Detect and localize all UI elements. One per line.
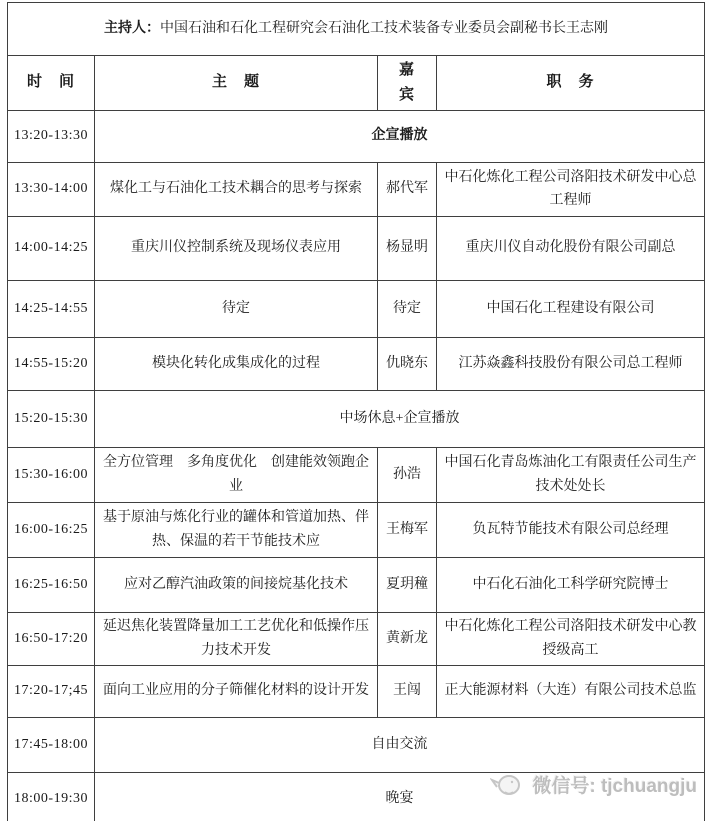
watermark-text: 微信号: tjchuangju xyxy=(532,775,697,797)
time-cell: 15:30-16:00 xyxy=(8,447,95,502)
agenda-table xyxy=(7,2,705,821)
title-cell: 中石化炼化工程公司洛阳技术研发中心总工程师 xyxy=(437,162,705,216)
table-row xyxy=(8,110,705,162)
table-row xyxy=(8,502,705,557)
column-header-title: 职 务 xyxy=(437,56,705,111)
guest-cell: 王梅军 xyxy=(378,502,437,557)
title-cell: 江苏焱鑫科技股份有限公司总工程师 xyxy=(437,337,705,390)
merged-activity-cell: 中场休息+企宣播放 xyxy=(95,390,705,447)
time-cell: 15:20-15:30 xyxy=(8,390,95,447)
time-cell: 16:50-17:20 xyxy=(8,612,95,665)
title-cell: 正大能源材料（大连）有限公司技术总监 xyxy=(437,665,705,717)
host-row xyxy=(8,3,705,56)
guest-cell: 杨显明 xyxy=(378,216,437,280)
topic-cell: 模块化转化成集成化的过程 xyxy=(95,337,378,390)
merged-activity-cell: 自由交流 xyxy=(95,717,705,772)
topic-cell: 重庆川仪控制系统及现场仪表应用 xyxy=(95,216,378,280)
guest-cell: 仇晓东 xyxy=(378,337,437,390)
table-row xyxy=(8,216,705,280)
title-cell: 重庆川仪自动化股份有限公司副总 xyxy=(437,216,705,280)
time-cell: 16:00-16:25 xyxy=(8,502,95,557)
topic-cell: 煤化工与石油化工技术耦合的思考与探索 xyxy=(95,162,378,216)
topic-cell: 延迟焦化装置降量加工工艺优化和低操作压力技术开发 xyxy=(95,612,378,665)
topic-cell: 全方位管理 多角度优化 创建能效领跑企业 xyxy=(95,447,378,502)
title-cell: 负瓦特节能技术有限公司总经理 xyxy=(437,502,705,557)
host-name: 中国石油和石化工程研究会石油化工技术装备专业委员会副秘书长王志刚 xyxy=(160,21,608,37)
table-row xyxy=(8,557,705,612)
column-header-time: 时 间 xyxy=(8,56,95,111)
guest-cell: 待定 xyxy=(378,280,437,337)
time-cell: 13:30-14:00 xyxy=(8,162,95,216)
table-row xyxy=(8,447,705,502)
time-cell: 13:20-13:30 xyxy=(8,110,95,162)
column-header-topic: 主 题 xyxy=(95,56,378,111)
host-label: 主持人： xyxy=(104,21,160,37)
topic-cell: 待定 xyxy=(95,280,378,337)
table-row xyxy=(8,612,705,665)
guest-cell: 黄新龙 xyxy=(378,612,437,665)
title-cell: 中国石化青岛炼油化工有限责任公司生产技术处处长 xyxy=(437,447,705,502)
topic-cell: 应对乙醇汽油政策的间接烷基化技术 xyxy=(95,557,378,612)
time-cell: 14:25-14:55 xyxy=(8,280,95,337)
topic-cell: 基于原油与炼化行业的罐体和管道加热、伴热、保温的若干节能技术应 xyxy=(95,502,378,557)
merged-activity-cell: 企宣播放 xyxy=(95,110,705,162)
time-cell: 17:20-17;45 xyxy=(8,665,95,717)
time-cell: 18:00-19:30 xyxy=(8,772,95,821)
table-row xyxy=(8,717,705,772)
header-row xyxy=(8,56,705,111)
time-cell: 17:45-18:00 xyxy=(8,717,95,772)
table-row xyxy=(8,390,705,447)
title-cell: 中石化炼化工程公司洛阳技术研发中心教授级高工 xyxy=(437,612,705,665)
table-row xyxy=(8,772,705,821)
title-cell: 中石化石油化工科学研究院博士 xyxy=(437,557,705,612)
merged-activity-cell: 晚宴 xyxy=(95,772,705,821)
title-cell: 中国石化工程建设有限公司 xyxy=(437,280,705,337)
table-row xyxy=(8,337,705,390)
host-cell xyxy=(8,3,705,56)
guest-cell: 孙浩 xyxy=(378,447,437,502)
guest-cell: 王闯 xyxy=(378,665,437,717)
column-header-guest: 嘉 宾 xyxy=(378,56,437,111)
guest-cell: 郝代军 xyxy=(378,162,437,216)
topic-cell: 面向工业应用的分子筛催化材料的设计开发 xyxy=(95,665,378,717)
table-row xyxy=(8,280,705,337)
time-cell: 14:00-14:25 xyxy=(8,216,95,280)
time-cell: 16:25-16:50 xyxy=(8,557,95,612)
time-cell: 14:55-15:20 xyxy=(8,337,95,390)
guest-cell: 夏玥穜 xyxy=(378,557,437,612)
table-row xyxy=(8,162,705,216)
table-row xyxy=(8,665,705,717)
